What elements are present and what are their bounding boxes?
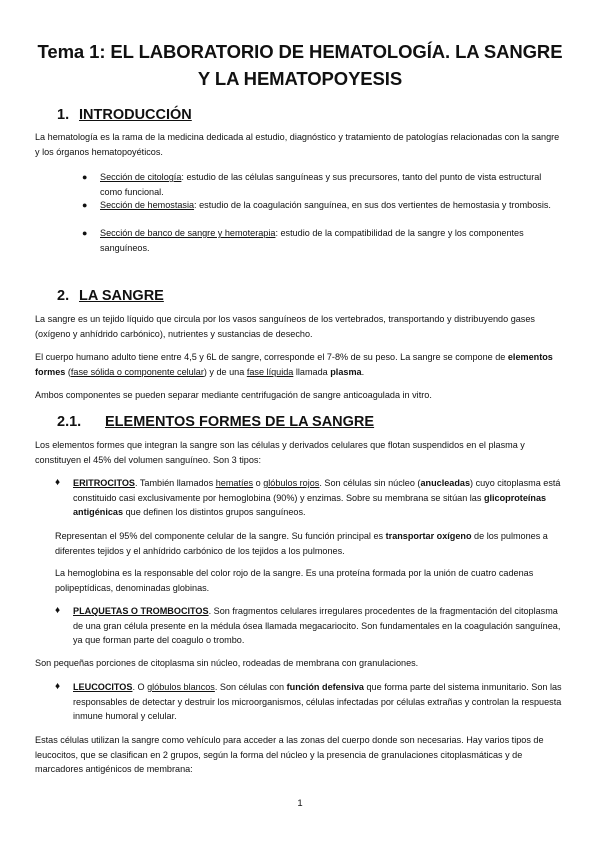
diamond-bullet-icon: ♦	[55, 681, 61, 692]
bold-term: elementos formes	[35, 352, 553, 377]
eritrocitos-paragraph-2	[55, 529, 565, 558]
bullet-body	[100, 170, 565, 199]
bold-term: plasma	[330, 366, 362, 377]
underlined-term: fase sólida o componente celular	[70, 366, 204, 377]
text-run: que definen los distintos grupos sanguíneos.	[123, 507, 306, 517]
bold-term: transportar oxígeno	[385, 531, 472, 541]
section-title: LA SANGRE	[79, 288, 164, 304]
bullet-term: PLAQUETAS O TROMBOCITOS	[73, 606, 209, 616]
section-heading-elementos-formes	[57, 413, 374, 431]
text-run: . Son células con	[214, 682, 287, 692]
leucocitos-paragraph: Estas células utilizan la sangre como vehículo para acceder a las zonas del cuerpo donde son necesarias. Hay varios tipos de leucocitos, que se clasifican en 2 grupos, según la forma del núcleo y la presencia de granulaciones citoplasmáticas y de marcadores antigénicos de membrana:	[35, 735, 544, 774]
text-run: . O	[132, 682, 148, 692]
text-run: (	[65, 366, 71, 377]
section-number: 1.	[57, 107, 70, 123]
bullet-text: : estudio de la coagulación sanguínea, en sus dos vertientes de hemostasia y trombosis.	[194, 200, 551, 210]
text-run: ) cuyo citoplasma está constituido casi exclusivamente por hemoglobina (90%) y enzimas. Sobre su membrana se sitúan las	[73, 478, 561, 503]
section-number: 2.	[57, 288, 70, 304]
text-run: llamada	[293, 366, 331, 377]
text-run: que forma parte del sistema inmunitario. Son las responsables de detectar y destruir los microorganismos, células infectadas por células extrañas y controlan la respuesta inmune humoral y celular.	[73, 682, 562, 721]
eritrocitos-item	[73, 476, 565, 520]
bullet-term: Sección de hemostasia	[100, 200, 195, 210]
bold-term: función defensiva	[286, 682, 364, 692]
bullet-term: Sección de citología	[100, 172, 182, 182]
text-run: . Son fragmentos celulares irregulares procedentes de la fragmentación del citoplasma de una gran célula presente en la médula ósea llamada megacariocito. Son fundamentales en la coagulación sanguínea, ya que forman parte del coagulo o trombo.	[73, 606, 561, 645]
bullet-text: : estudio de las células sanguíneas y sus precursores, tanto del punto de vista estructural como funcional.	[100, 172, 542, 197]
page-number: 1	[297, 798, 303, 809]
plaquetas-item	[73, 604, 565, 648]
text-run: .	[361, 366, 365, 377]
bold-term: anucleadas	[420, 478, 471, 488]
plaquetas-paragraph: Son pequeñas porciones de citoplasma sin núcleo, rodeadas de membrana con granulaciones.	[35, 658, 419, 668]
bullet-text: : estudio de la compatibilidad de la sangre y los componentes sanguíneos.	[100, 228, 524, 253]
bullet-term: Sección de banco de sangre y hemoterapia	[100, 228, 276, 238]
bullet-dot-icon: ●	[82, 200, 88, 210]
bold-term: glicoproteínas antigénicas	[73, 492, 547, 517]
title-line-2: Y LA HEMATOPOYESIS	[197, 68, 403, 89]
section-heading-la-sangre	[57, 287, 164, 305]
text-run: de los pulmones a diferentes tejidos y el anhídrido carbónico de los tejidos a los pulmones.	[55, 531, 548, 556]
section-number: 2.1.	[57, 414, 82, 430]
text-run: o	[253, 478, 264, 488]
diamond-bullet-icon: ♦	[55, 605, 61, 616]
text-run: Representan el 95% del componente celular de la sangre. Su función principal es	[55, 531, 386, 541]
sangre-paragraph-1: La sangre es un tejido líquido que circula por los vasos sanguíneos de los vertebrados, transportando y distribuyendo gases (oxígeno y anhídrido carbónico), nutrientes y sustancias de desecho.	[35, 314, 535, 339]
text-run: ) y de una	[203, 366, 247, 377]
text-run: . Son células sin núcleo (	[319, 478, 421, 488]
text-run: El cuerpo humano adulto tiene entre 4,5 y 6L de sangre, corresponde el 7-8% de su peso. La sangre se compone de	[35, 352, 508, 362]
section-title: ELEMENTOS FORMES DE LA SANGRE	[105, 414, 375, 430]
underlined-term: glóbulos blancos	[147, 682, 215, 692]
bullet-term: LEUCOCITOS	[73, 682, 133, 692]
page-title	[20, 38, 580, 92]
underlined-term: fase líquida	[246, 366, 294, 377]
underlined-term: hematíes	[215, 478, 254, 488]
diamond-bullet-icon: ♦	[55, 477, 61, 488]
intro-paragraph: La hematología es la rama de la medicina dedicada al estudio, diagnóstico y tratamiento de patologías relacionadas con la sangre y los órganos hematopoyéticos.	[35, 132, 560, 157]
bullet-term: ERITROCITOS	[73, 478, 135, 488]
underlined-term: glóbulos rojos	[263, 478, 320, 488]
text-run: . También llamados	[134, 478, 216, 488]
sangre-paragraph-3: Ambos componentes se pueden separar mediante centrifugación de sangre anticoagulada in vitro.	[35, 390, 432, 400]
elementos-paragraph: Los elementos formes que integran la sangre son las células y derivados celulares que flotan suspendidos en el plasma y constituyen el 45% del volumen sanguíneo. Son 3 tipos:	[35, 440, 525, 465]
title-line-1: Tema 1: EL LABORATORIO DE HEMATOLOGÍA. LA SANGRE	[37, 41, 563, 62]
sangre-paragraph-2	[35, 350, 565, 379]
eritrocitos-paragraph-3: La hemoglobina es la responsable del color rojo de la sangre. Es una proteína formada por la unión de cuatro cadenas polipeptídicas, denominadas globinas.	[55, 568, 534, 593]
bullet-dot-icon: ●	[82, 228, 88, 238]
bullet-dot-icon: ●	[82, 172, 88, 182]
section-heading-introduccion	[57, 106, 192, 124]
bullet-body	[100, 226, 565, 255]
leucocitos-item	[73, 680, 565, 724]
bullet-body	[100, 198, 565, 213]
section-title: INTRODUCCIÓN	[79, 107, 192, 123]
